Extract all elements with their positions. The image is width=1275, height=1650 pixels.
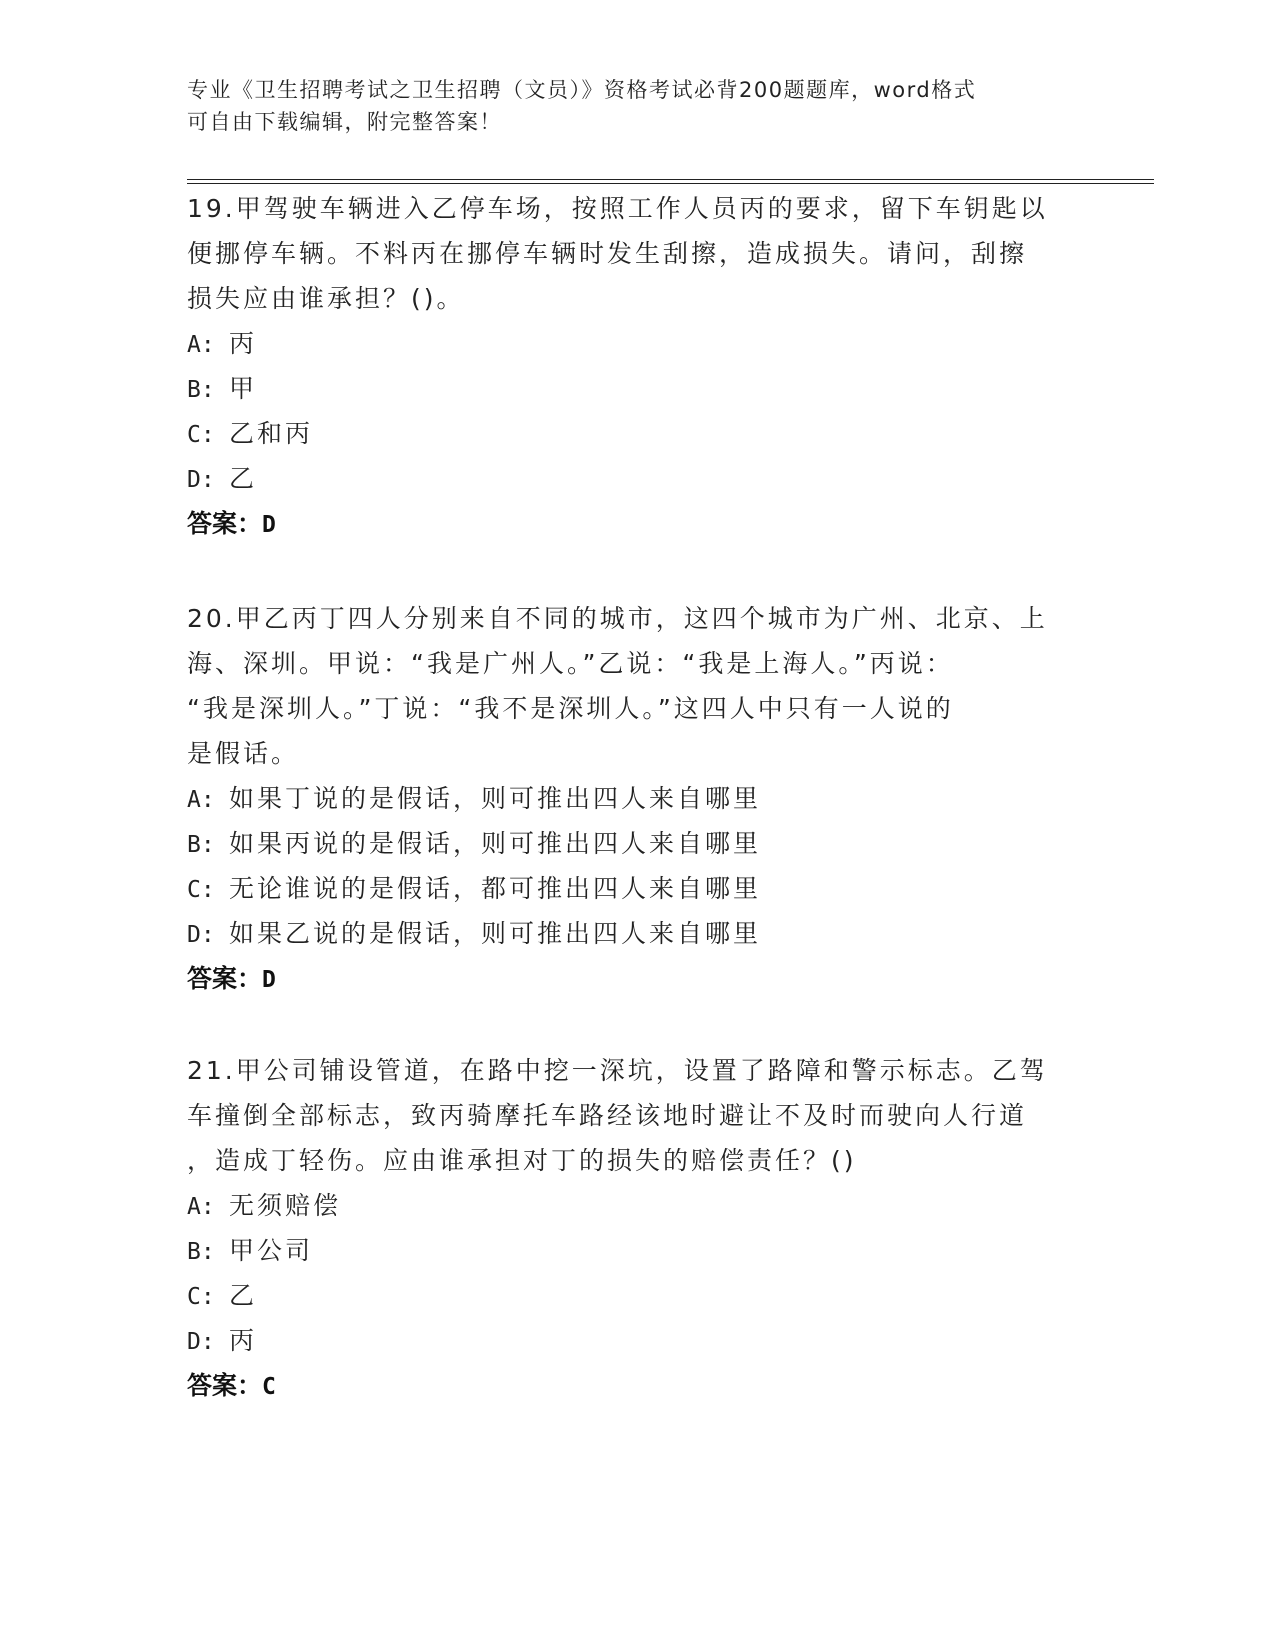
option-letter: B: <box>187 1239 215 1265</box>
option-letter: D: <box>187 922 215 948</box>
option-letter: C: <box>187 1284 215 1310</box>
question-20 <box>187 596 1067 1001</box>
option-text: 如果丁说的是假话，则可推出四人来自哪里 <box>229 784 762 813</box>
question-stem-line: 是假话。 <box>187 739 300 768</box>
question-stem-line: ，造成丁轻伤。应由谁承担对丁的损失的赔偿责任？() <box>187 1146 857 1175</box>
option-letter: A: <box>187 332 215 358</box>
option-text: 无须赔偿 <box>229 1191 342 1220</box>
question-stem <box>187 186 1067 321</box>
option-letter: D: <box>187 1329 215 1355</box>
question-stem-line: 海、深圳。甲说：“我是广州人。”乙说：“我是上海人。”丙说： <box>187 649 954 678</box>
header-divider-bottom <box>187 183 1154 184</box>
option-letter: D: <box>187 467 215 493</box>
option-text: 无论谁说的是假话，都可推出四人来自哪里 <box>229 874 762 903</box>
answer-value: D <box>262 967 276 993</box>
question-stem-line: “我是深圳人。”丁说：“我不是深圳人。”这四人中只有一人说的 <box>187 694 954 723</box>
answer-value: D <box>262 512 276 538</box>
question-stem-line: 19.甲驾驶车辆进入乙停车场，按照工作人员丙的要求，留下车钥匙以 <box>187 194 1048 223</box>
option-text: 丙 <box>229 1326 258 1355</box>
answer-value: C <box>262 1374 276 1400</box>
option-c <box>187 866 1067 911</box>
option-letter: C: <box>187 422 215 448</box>
option-b <box>187 1228 1067 1273</box>
answer-line <box>187 501 1067 546</box>
option-b <box>187 821 1067 866</box>
option-text: 乙 <box>229 1281 258 1310</box>
question-stem-line: 便挪停车辆。不料丙在挪停车辆时发生刮擦，造成损失。请问，刮擦 <box>187 239 1028 268</box>
option-a <box>187 776 1067 821</box>
option-text: 甲 <box>229 374 258 403</box>
option-c <box>187 1273 1067 1318</box>
option-a <box>187 1183 1067 1228</box>
option-text: 如果丙说的是假话，则可推出四人来自哪里 <box>229 829 762 858</box>
header-line-1: 专业《卫生招聘考试之卫生招聘（文员）》资格考试必背200题题库，word格式 <box>187 78 977 102</box>
answer-line <box>187 1363 1067 1408</box>
answer-label: 答案： <box>187 509 263 538</box>
option-letter: A: <box>187 1194 215 1220</box>
answer-label: 答案： <box>187 964 263 993</box>
option-d <box>187 1318 1067 1363</box>
question-19 <box>187 186 1067 546</box>
question-stem-line: 20.甲乙丙丁四人分别来自不同的城市，这四个城市为广州、北京、上 <box>187 604 1048 633</box>
option-text: 乙和丙 <box>229 419 314 448</box>
option-text: 甲公司 <box>229 1236 314 1265</box>
option-letter: B: <box>187 832 215 858</box>
option-letter: B: <box>187 377 215 403</box>
question-stem-line: 21.甲公司铺设管道，在路中挖一深坑，设置了路障和警示标志。乙驾 <box>187 1056 1048 1085</box>
document-header <box>187 74 1067 138</box>
option-b <box>187 366 1067 411</box>
answer-line <box>187 956 1067 1001</box>
question-stem <box>187 596 1067 776</box>
option-d <box>187 911 1067 956</box>
option-letter: A: <box>187 787 215 813</box>
header-line-2: 可自由下载编辑，附完整答案！ <box>187 110 502 134</box>
question-stem-line: 车撞倒全部标志，致丙骑摩托车路经该地时避让不及时而驶向人行道 <box>187 1101 1028 1130</box>
answer-label: 答案： <box>187 1371 263 1400</box>
option-c <box>187 411 1067 456</box>
option-d <box>187 456 1067 501</box>
option-text: 丙 <box>229 329 258 358</box>
question-stem <box>187 1048 1067 1183</box>
option-text: 乙 <box>229 464 258 493</box>
question-21 <box>187 1048 1067 1408</box>
header-divider-top <box>187 179 1154 180</box>
question-stem-line: 损失应由谁承担？()。 <box>187 284 465 313</box>
option-letter: C: <box>187 877 215 903</box>
option-a <box>187 321 1067 366</box>
option-text: 如果乙说的是假话，则可推出四人来自哪里 <box>229 919 762 948</box>
